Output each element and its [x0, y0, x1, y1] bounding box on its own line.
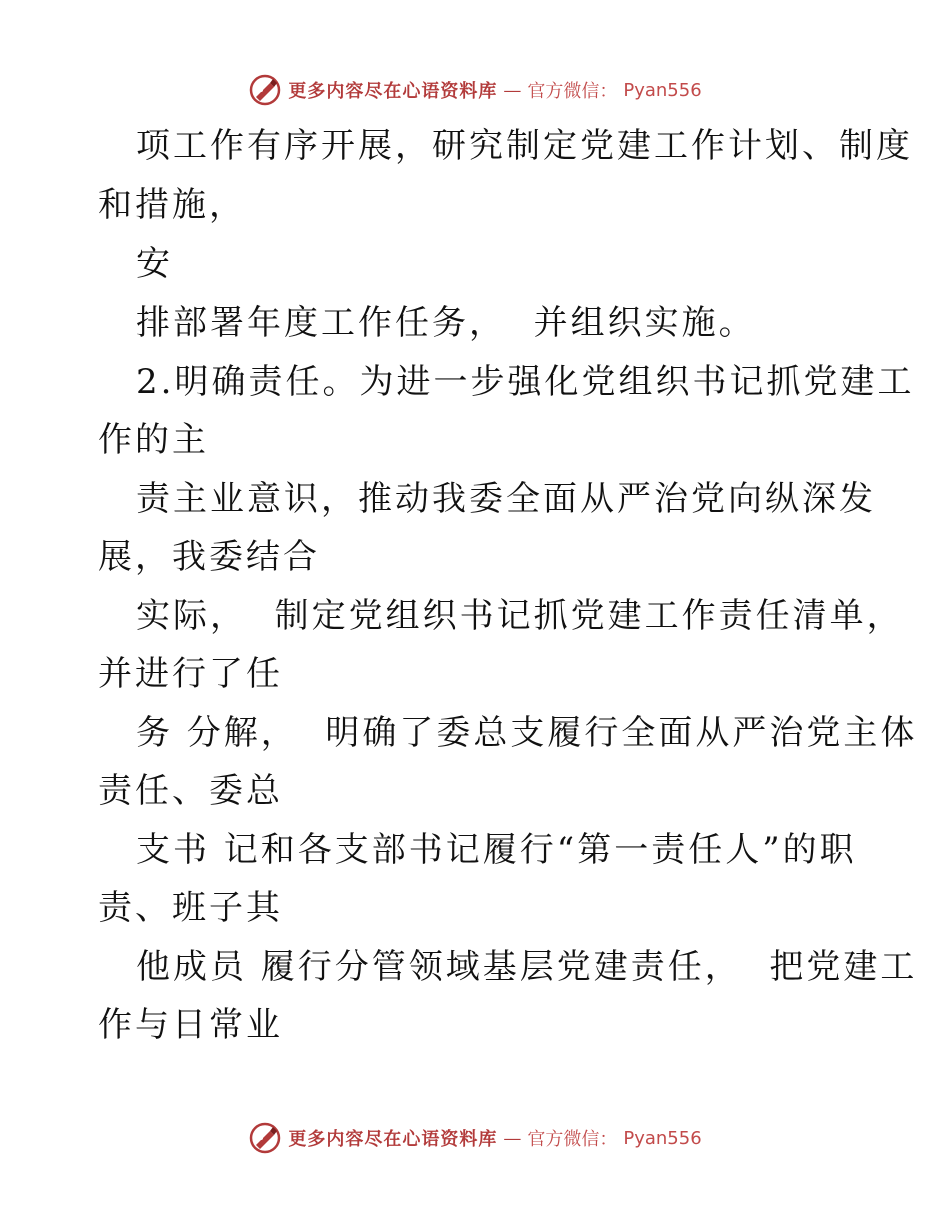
- text-line: 责主业意识，推动我委全面从严治党向纵深发: [136, 479, 876, 519]
- text-line: 作与日常业: [98, 1005, 283, 1045]
- text-line: 排部署年度工作任务， 并组织实施。: [136, 303, 756, 343]
- text-line: 他成员 履行分管领域基层党建责任， 把党建工: [136, 947, 918, 987]
- text-line: 安: [136, 244, 173, 284]
- text-line: 支书 记和各支部书记履行“第一责任人”的职: [136, 830, 857, 870]
- watermark-wechat-label: 官方微信：: [527, 1129, 618, 1150]
- pen-logo-icon: [248, 73, 282, 107]
- watermark-brand: 更多内容尽在心语资料库: [288, 81, 498, 102]
- text-line: 作的主: [98, 420, 209, 460]
- watermark-wechat-id: Pyan556: [623, 79, 702, 101]
- pen-logo-icon: [248, 1121, 282, 1155]
- text-line: 并进行了任: [98, 654, 283, 694]
- text-line: 项工作有序开展，研究制定党建工作计划、制度: [136, 126, 913, 166]
- text-line: 责、班子其: [98, 888, 283, 928]
- watermark-separator: —: [503, 1127, 522, 1149]
- watermark-wechat-id: Pyan556: [623, 1127, 702, 1149]
- text-line: 和措施，: [98, 185, 246, 225]
- watermark-separator: —: [503, 79, 522, 101]
- text-line: 务 分解， 明确了委总支履行全面从严治党主体: [136, 713, 918, 753]
- watermark-wechat-label: 官方微信：: [527, 81, 618, 102]
- text-line: 责任、委总: [98, 771, 283, 811]
- text-line: 2.明确责任。为进一步强化党组织书记抓党建工: [136, 362, 915, 402]
- footer-watermark: [0, 1118, 950, 1158]
- text-line: 展，我委结合: [98, 537, 320, 577]
- watermark-brand: 更多内容尽在心语资料库: [288, 1129, 498, 1150]
- header-watermark: [0, 70, 950, 110]
- text-line: 实际， 制定党组织书记抓党建工作责任清单，: [136, 596, 904, 636]
